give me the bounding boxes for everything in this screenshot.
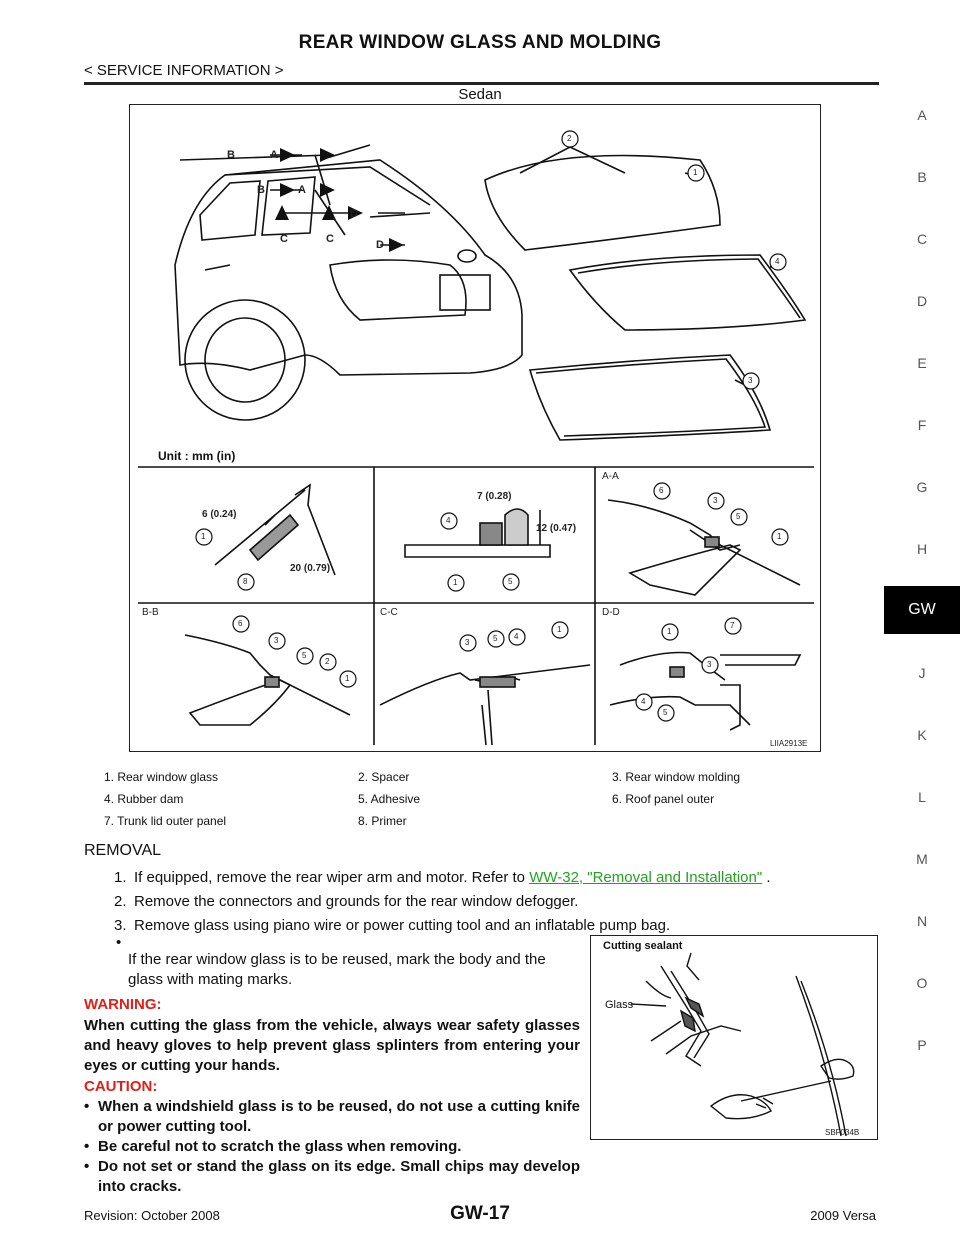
step-number: 2.: [114, 893, 127, 910]
dimension-20mm: 20 (0.79): [290, 563, 331, 574]
callout-5-dam: 5: [508, 577, 513, 586]
side-index-active-tab[interactable]: GW: [884, 586, 960, 634]
removal-heading: REMOVAL: [84, 842, 162, 859]
side-index-l[interactable]: L: [918, 789, 926, 805]
wiper-reference-link[interactable]: WW-32, "Removal and Installation": [529, 869, 763, 886]
section-label-aa: A-A: [602, 471, 619, 482]
callout-8: 8: [243, 577, 248, 586]
side-index-m[interactable]: M: [916, 851, 928, 867]
callout-4: 4: [775, 257, 780, 266]
page-title: REAR WINDOW GLASS AND MOLDING: [298, 32, 662, 53]
callout-3-aa: 3: [713, 496, 718, 505]
callout-1-bb: 1: [345, 674, 350, 683]
section-label-bb: B-B: [142, 607, 159, 618]
legend-item: 7. Trunk lid outer panel: [104, 814, 227, 828]
view-marker-d1: D: [350, 208, 358, 220]
legend-item: 8. Primer: [358, 814, 407, 828]
legend-item: 5. Adhesive: [358, 792, 421, 806]
figure-caption: Sedan: [458, 86, 502, 103]
side-index-a[interactable]: A: [917, 107, 927, 123]
callout-6-aa: 6: [659, 486, 664, 495]
removal-step-3: [114, 917, 670, 934]
footer-revision: Revision: October 2008: [84, 1208, 220, 1223]
side-index-k[interactable]: K: [917, 727, 927, 743]
view-marker-c2: C: [326, 233, 334, 245]
caution-item: • Be careful not to scratch the glass when removing.: [84, 1137, 580, 1157]
side-index-e[interactable]: E: [917, 355, 927, 371]
callout-3-cc: 3: [465, 638, 470, 647]
view-marker-a1: A: [270, 149, 278, 161]
removal-step-1: [114, 869, 771, 886]
warning-heading: WARNING:: [84, 996, 162, 1013]
step-text: Remove glass using piano wire or power cutting tool and an inflatable pump bag.: [134, 917, 671, 934]
breadcrumb[interactable]: < SERVICE INFORMATION >: [84, 62, 284, 79]
legend-item: 4. Rubber dam: [104, 792, 184, 806]
step-text: If equipped, remove the rear wiper arm and motor. Refer to: [134, 869, 530, 886]
caution-item: • When a windshield glass is to be reused, do not use a cutting knife or power cutting tool.: [84, 1097, 580, 1137]
footer-model: 2009 Versa: [810, 1208, 876, 1223]
callout-1: 1: [693, 168, 698, 177]
side-index-c[interactable]: C: [916, 231, 928, 247]
figure2-code: SBF034B: [825, 1128, 860, 1137]
callout-1-aa: 1: [777, 532, 782, 541]
section-label-cc: C-C: [380, 607, 398, 618]
side-index-b[interactable]: B: [917, 169, 927, 185]
callout-4-dd: 4: [641, 697, 646, 706]
side-index-f[interactable]: F: [917, 417, 927, 433]
cutting-drawing: [591, 936, 879, 1141]
callout-3-dd: 3: [707, 660, 712, 669]
view-marker-b2: B: [257, 184, 265, 196]
side-index-p[interactable]: P: [917, 1037, 927, 1053]
legend-item: 3. Rear window molding: [612, 770, 741, 784]
side-index-h[interactable]: H: [916, 541, 928, 557]
caution-list: [84, 1097, 580, 1197]
page-number: GW-17: [450, 1203, 510, 1224]
callout-5-bb: 5: [302, 651, 307, 660]
callout-5-aa: 5: [736, 512, 741, 521]
removal-step-2: [114, 893, 578, 910]
side-index-o[interactable]: O: [916, 975, 928, 991]
header-rule: [84, 82, 879, 85]
legend-item: 1. Rear window glass: [104, 770, 219, 784]
caution-item: • Do not set or stand the glass on its edge. Small chips may develop into cracks.: [84, 1157, 580, 1197]
glass-label: Glass: [605, 999, 634, 1011]
callout-1-dam: 1: [453, 578, 458, 587]
step-text: Remove the connectors and grounds for the rear window defogger.: [134, 893, 579, 910]
view-marker-c1: C: [280, 233, 288, 245]
figure-code: LIIA2913E: [770, 739, 808, 748]
callout-4-cc: 4: [514, 632, 519, 641]
dimension-7mm: 7 (0.28): [477, 491, 512, 502]
side-index-j[interactable]: J: [918, 665, 926, 681]
view-marker-a2: A: [298, 184, 306, 196]
side-index-n[interactable]: N: [916, 913, 928, 929]
callout-4-dam: 4: [446, 516, 451, 525]
dimension-6mm: 6 (0.24): [202, 509, 237, 520]
step-number: 1.: [114, 869, 127, 886]
step-number: 3.: [114, 917, 127, 934]
cutting-sealant-label: Cutting sealant: [603, 940, 683, 952]
section-label-dd: D-D: [602, 607, 620, 618]
diagram-drawing: [130, 105, 822, 753]
rear-window-diagram: [129, 104, 821, 752]
dimension-12mm: 12 (0.47): [536, 523, 577, 534]
callout-7-dd: 7: [730, 621, 735, 630]
callout-1-cc: 1: [557, 625, 562, 634]
view-marker-b1: B: [227, 149, 235, 161]
callout-6-bb: 6: [238, 619, 243, 628]
callout-1-dd: 1: [667, 627, 672, 636]
side-index-d[interactable]: D: [916, 293, 928, 309]
unit-label: Unit : mm (in): [158, 449, 236, 463]
callout-5-dd: 5: [663, 708, 668, 717]
step-text-end: .: [762, 869, 771, 886]
callout-1-primer: 1: [201, 532, 206, 541]
side-index-g[interactable]: G: [916, 479, 928, 495]
callout-3: 3: [748, 376, 753, 385]
warning-text: When cutting the glass from the vehicle, always wear safety glasses and heavy gloves to help prevent glass splinters from entering your eyes or cutting your hands.: [84, 1017, 580, 1074]
callout-5-cc: 5: [493, 634, 498, 643]
view-marker-d2: D: [376, 239, 384, 251]
callout-2-bb: 2: [325, 657, 330, 666]
caution-heading: CAUTION:: [84, 1078, 158, 1095]
callout-2: 2: [567, 134, 572, 143]
reuse-note: If the rear window glass is to be reused, mark the body and the glass with mating marks.: [128, 951, 546, 988]
callout-3-bb: 3: [274, 636, 279, 645]
legend-item: 6. Roof panel outer: [612, 792, 715, 806]
note-bullet: •: [116, 934, 122, 951]
cutting-sealant-diagram: [590, 935, 878, 1140]
legend-item: 2. Spacer: [358, 770, 410, 784]
